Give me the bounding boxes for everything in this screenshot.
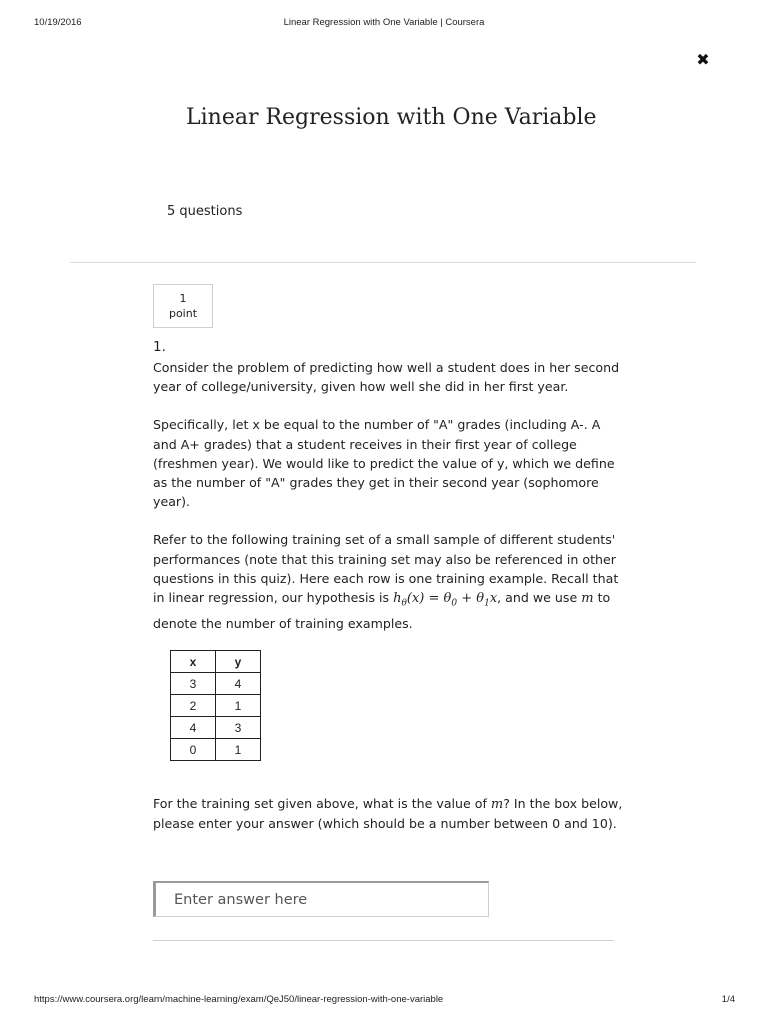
m-symbol-prompt: m [490, 797, 504, 812]
points-unit: point [168, 307, 198, 320]
question-paragraph-3 [153, 530, 623, 633]
table-cell: 1 [216, 739, 261, 761]
paragraph-3-text-a: Refer to the following training set of a small sample of different students' performances (note that this training set may also be referenced in other questions in this quiz). Here each row is one training example. Recall that in linear regression, our hypothesis is [153, 532, 619, 606]
print-url: https://www.coursera.org/learn/machine-learning/exam/QeJ50/linear-regression-with-one-variable [34, 994, 444, 1005]
print-header [0, 17, 768, 31]
print-footer [0, 994, 768, 1008]
training-set-table [170, 650, 261, 761]
table-cell: 4 [171, 717, 216, 739]
table-row [171, 717, 261, 739]
table-row [171, 695, 261, 717]
question-count: 5 questions [167, 204, 243, 219]
table-row [171, 739, 261, 761]
m-symbol: m [581, 591, 594, 607]
question-divider [153, 940, 614, 941]
header-divider [70, 262, 696, 263]
table-cell: 0 [171, 739, 216, 761]
question-paragraph-1: Consider the problem of predicting how well a student does in her second year of college/university, given how well she did in her first year. [153, 360, 620, 395]
table-header-x: x [171, 651, 216, 673]
question-paragraph-2: Specifically, let x be equal to the number of "A" grades (including A-. A and A+ grades) that a student receives in their first year of college (freshmen year). We would like to predict the value of y, which we define as the number of "A" grades they get in their second year (sophomore year). [153, 417, 615, 510]
page-title: Linear Regression with One Variable [186, 105, 597, 130]
table-header-row [171, 651, 261, 673]
print-page-title: Linear Regression with One Variable | Coursera [283, 17, 485, 28]
paragraph-3-text-c: to denote the number of training examples. [153, 590, 611, 631]
print-date: 10/19/2016 [34, 17, 82, 28]
table-cell: 3 [171, 673, 216, 695]
print-page-number: 1/4 [721, 994, 735, 1005]
question-number: 1. [153, 339, 166, 355]
prompt-text-a: For the training set given above, what is the value of [153, 796, 491, 811]
answer-input[interactable] [153, 881, 489, 917]
points-value: 1 [179, 292, 187, 305]
table-header-y: y [216, 651, 261, 673]
close-icon[interactable]: ✖ [696, 50, 710, 69]
question-prompt [153, 794, 623, 833]
table-cell: 1 [216, 695, 261, 717]
hypothesis-formula: $h_\theta(x) = \theta_0 + \theta_1x$ [393, 591, 498, 609]
table-cell: 2 [171, 695, 216, 717]
paragraph-3-text-b: , and we use [497, 590, 582, 606]
table-row [171, 673, 261, 695]
prompt-text-b: ? In the box below, please enter your answer (which should be a number between 0 and 10). [153, 796, 623, 832]
table-cell: 4 [216, 673, 261, 695]
table-cell: 3 [216, 717, 261, 739]
points-badge [153, 284, 213, 328]
question-body [153, 358, 623, 652]
